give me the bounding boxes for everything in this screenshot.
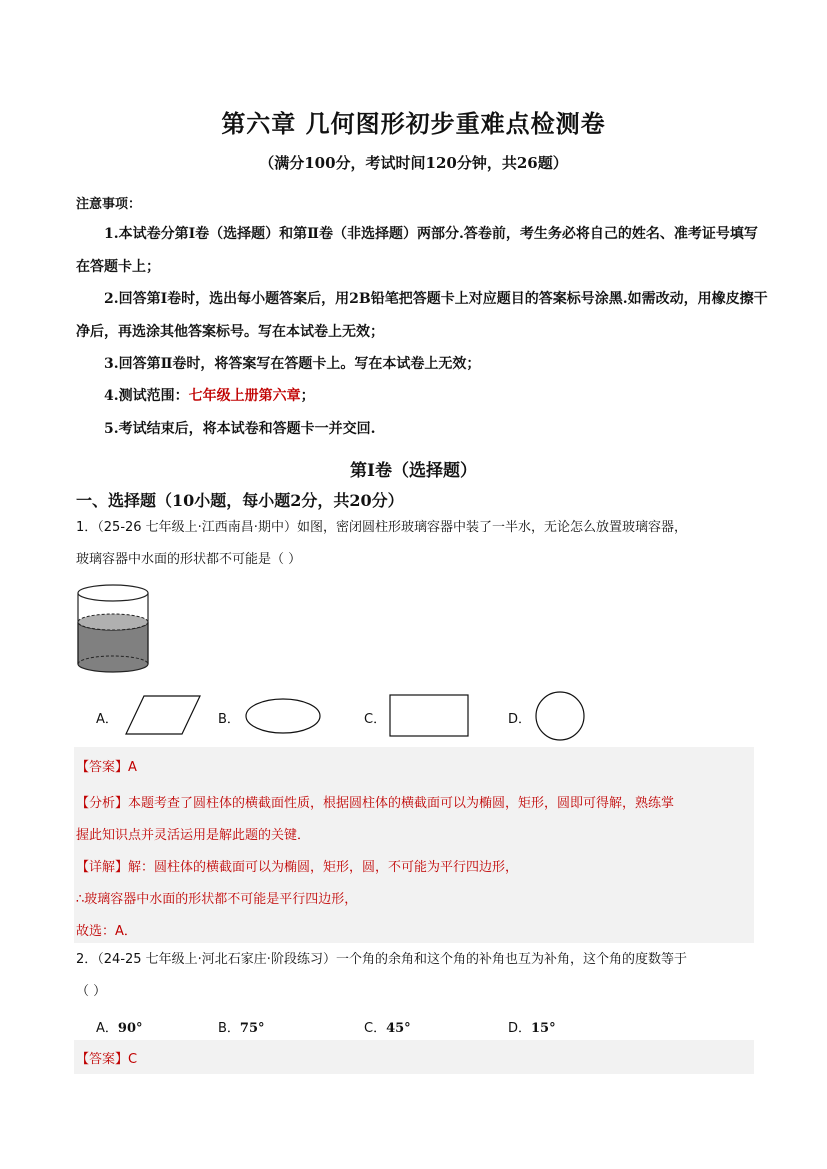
q1-detail-line-a: 【详解】解：圆柱体的横截面可以为椭圆，矩形，圆，不可能为平行四边形， <box>76 860 519 875</box>
parallelogram-shape <box>124 694 204 738</box>
cylinder-top <box>78 585 148 601</box>
q2-answer: 【答案】C <box>76 1052 138 1067</box>
water-surface <box>78 614 148 630</box>
q1-analysis-line-a: 【分析】本题考查了圆柱体的横截面性质，根据圆柱体的横截面可以为椭圆，矩形，圆即可得解，熟练掌 <box>76 796 675 811</box>
note-1-line-a: 1.本试卷分第Ⅰ卷（选择题）和第Ⅱ卷（非选择题）两部分.答卷前，考生务必将自己的姓名、准考证号填写 <box>104 226 758 242</box>
q1-detail-line-b: ∴玻璃容器中水面的形状都不可能是平行四边形， <box>76 892 358 907</box>
page-subtitle: （满分100分，考试时间120分钟，共26题） <box>259 154 568 172</box>
q1-option-c-label[interactable]: C． <box>364 712 387 727</box>
note-2 <box>76 283 796 349</box>
note-4 <box>76 380 796 413</box>
q1-analysis <box>76 788 766 852</box>
note-3-text: 3.回答第Ⅱ卷时，将答案写在答题卡上。写在本试卷上无效； <box>104 356 481 372</box>
question-1-line-1: 1．（25-26 七年级上·江西南昌·期中）如图，密闭圆柱形玻璃容器中装了一半水，无论怎么放置玻璃容器， <box>76 520 687 535</box>
question-2-line-2: （ ） <box>76 984 107 999</box>
section-subtitle: 一、选择题（10小题，每小题2分，共20分） <box>76 491 404 510</box>
q2-option-c-value: 45° <box>386 1021 411 1036</box>
q2-option-d-label: D． <box>508 1021 532 1036</box>
circle-shape <box>533 690 587 742</box>
q2-option-b[interactable] <box>218 1017 265 1036</box>
ellipse-shape <box>244 697 324 737</box>
q2-option-a-label: A． <box>96 1021 118 1036</box>
q2-option-b-label: B． <box>218 1021 240 1036</box>
q1-answer: 【答案】A <box>76 760 137 775</box>
q2-option-d-value: 15° <box>531 1021 556 1036</box>
section-title: 第I卷（选择题） <box>350 461 477 481</box>
note-4-suffix: ； <box>300 388 315 404</box>
note-5 <box>76 413 796 446</box>
rectangle-shape <box>388 693 472 739</box>
note-1-line-b: 在答题卡上； <box>76 259 160 275</box>
question-1-line-2: 玻璃容器中水面的形状都不可能是（ ） <box>76 552 302 567</box>
question-2 <box>76 944 776 1008</box>
q2-option-a-value: 90° <box>117 1021 143 1036</box>
q2-option-c[interactable] <box>364 1017 411 1036</box>
note-3 <box>76 348 796 381</box>
q1-option-d-label[interactable]: D． <box>508 712 532 727</box>
note-2-line-b: 净后，再选涂其他答案标号。写在本试卷上无效； <box>76 324 384 340</box>
note-4-prefix: 4.测试范围： <box>104 388 189 404</box>
note-5-text: 5.考试结束后，将本试卷和答题卡一并交回. <box>104 421 376 437</box>
page-title: 第六章 几何图形初步重难点检测卷 <box>221 109 606 138</box>
q2-option-a[interactable] <box>96 1017 143 1036</box>
question-1 <box>76 512 776 576</box>
q1-analysis-line-b: 握此知识点并灵活运用是解此题的关键． <box>76 828 311 843</box>
q2-option-b-value: 75° <box>239 1021 265 1036</box>
q2-option-d[interactable] <box>508 1017 556 1036</box>
notes-heading: 注意事项： <box>76 197 142 212</box>
q1-option-a-label[interactable]: A． <box>96 712 118 727</box>
q1-option-b-label[interactable]: B． <box>218 712 240 727</box>
q1-detail-line-c: 故选：A． <box>76 924 137 939</box>
cylinder-figure <box>74 582 152 682</box>
note-4-range: 七年级上册第六章 <box>188 388 301 404</box>
q2-option-c-label: C． <box>364 1021 387 1036</box>
note-1 <box>76 218 796 284</box>
q1-detail <box>76 852 766 948</box>
note-2-line-a: 2.回答第Ⅰ卷时，选出每小题答案后，用2B铅笔把答题卡上对应题目的答案标号涂黑.如需改动，用橡皮擦干 <box>104 291 768 307</box>
question-2-line-1: 2．（24-25 七年级上·河北石家庄·阶段练习）一个角的余角和这个角的补角也互为补角，这个角的度数等于 <box>76 952 687 967</box>
